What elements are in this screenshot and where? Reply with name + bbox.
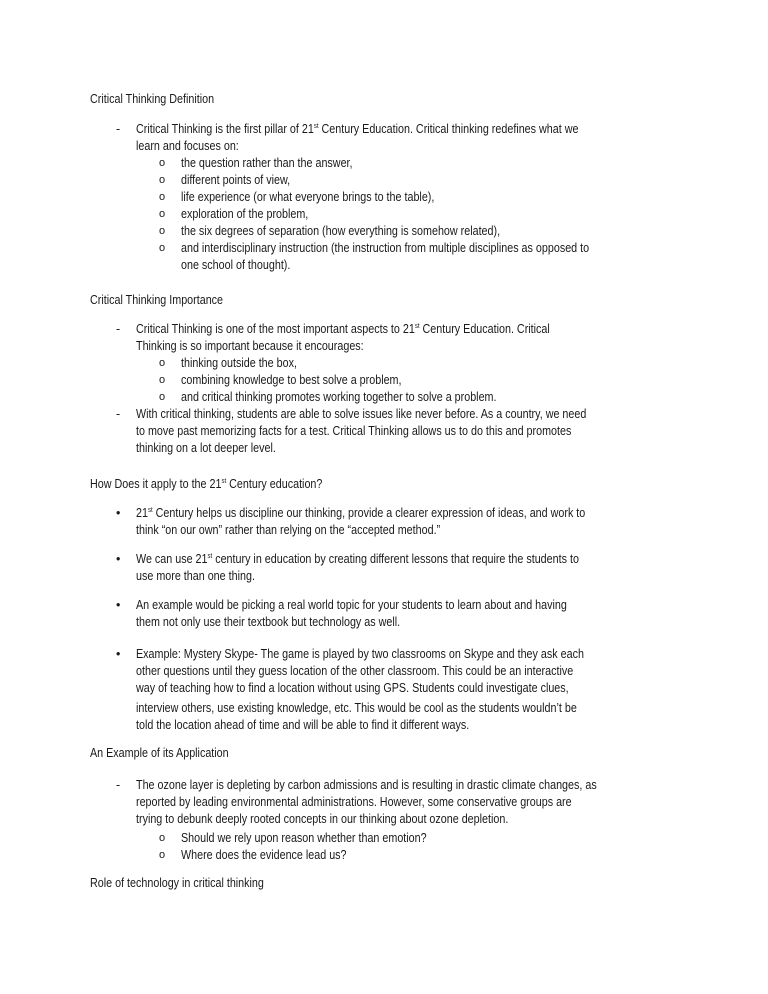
list-item-line: reported by leading environmental administrations. However, some conservative groups are: [136, 795, 572, 809]
list-marker: •: [116, 598, 121, 612]
sub-list-marker: o: [159, 391, 166, 403]
list-item-line: [136, 121, 578, 137]
list-marker: -: [116, 122, 121, 136]
list-item-line: Thinking is so important because it encourages:: [136, 339, 364, 353]
sub-list-marker: o: [159, 191, 166, 203]
sub-list-item-line: the six degrees of separation (how everything is somehow related),: [181, 224, 501, 238]
sub-list-marker: o: [159, 208, 166, 220]
text-segment: Century helps us discipline our thinking, provide a clearer expression of ideas, and work to: [152, 506, 586, 520]
list-item-line: learn and focuses on:: [136, 139, 239, 153]
sub-list-marker: o: [159, 832, 166, 844]
list-item-line: [136, 321, 550, 337]
section-heading: Critical Thinking Definition: [90, 92, 215, 106]
sub-list-item-line: thinking outside the box,: [181, 356, 297, 370]
section-heading: Role of technology in critical thinking: [90, 876, 264, 890]
sub-list-item-line: combining knowledge to best solve a problem,: [181, 373, 402, 387]
sub-list-item-line: the question rather than the answer,: [181, 156, 353, 170]
text-segment: Critical Thinking is the first pillar of 21: [136, 122, 314, 136]
list-marker: -: [116, 322, 121, 336]
sub-list-item-line: and critical thinking promotes working together to solve a problem.: [181, 390, 497, 404]
list-item-line: The ozone layer is depleting by carbon admissions and is resulting in drastic climate changes, as: [136, 778, 597, 792]
sub-list-marker: o: [159, 242, 166, 254]
list-item-line: thinking on a lot deeper level.: [136, 441, 276, 455]
list-item-line: Example: Mystery Skype- The game is played by two classrooms on Skype and they ask each: [136, 647, 584, 661]
section-heading: Critical Thinking Importance: [90, 293, 224, 307]
list-item-line: interview others, use existing knowledge, etc. This would be cool as the students wouldn’t be: [136, 701, 577, 715]
list-marker: -: [116, 407, 121, 421]
list-marker: -: [116, 778, 121, 792]
list-item-line: way of teaching how to find a location without using GPS. Students could investigate clues,: [136, 681, 569, 695]
sub-list-item-line: Where does the evidence lead us?: [181, 848, 347, 862]
sub-list-item-line: exploration of the problem,: [181, 207, 309, 221]
text-segment: We can use 21: [136, 552, 208, 566]
sub-list-marker: o: [159, 374, 166, 386]
text-segment: Century Education. Critical thinking redefines what we: [318, 122, 579, 136]
list-item-line: think “on our own” rather than relying on the “accepted method.”: [136, 523, 441, 537]
text-segment: 21: [136, 506, 148, 520]
text-segment: Century education?: [226, 477, 323, 491]
superscript: st: [207, 553, 213, 560]
list-marker: •: [116, 552, 121, 566]
sub-list-marker: o: [159, 849, 166, 861]
list-item-line: to move past memorizing facts for a test. Critical Thinking allows us to do this and promotes: [136, 424, 572, 438]
superscript: st: [414, 323, 420, 330]
sub-list-item-line: life experience (or what everyone brings to the table),: [181, 190, 435, 204]
superscript: st: [313, 123, 319, 130]
list-item-line: [136, 505, 585, 521]
sub-list-marker: o: [159, 225, 166, 237]
text-segment: Critical Thinking is one of the most important aspects to 21: [136, 322, 415, 336]
sub-list-item-line: one school of thought).: [181, 258, 291, 272]
section-heading: An Example of its Application: [90, 746, 229, 760]
sub-list-marker: o: [159, 157, 166, 169]
list-item-line: other questions until they guess location of the other classroom. This could be an interactive: [136, 664, 574, 678]
sub-list-marker: o: [159, 174, 166, 186]
list-item-line: them not only use their textbook but technology as well.: [136, 615, 401, 629]
sub-list-item-line: and interdisciplinary instruction (the instruction from multiple disciplines as opposed to: [181, 241, 590, 255]
list-item-line: trying to debunk deeply rooted concepts in our thinking about ozone depletion.: [136, 812, 509, 826]
list-item-line: [136, 551, 579, 567]
list-marker: •: [116, 506, 121, 520]
sub-list-marker: o: [159, 357, 166, 369]
list-item-line: use more than one thing.: [136, 569, 255, 583]
list-marker: •: [116, 647, 121, 661]
text-segment: century in education by creating different lessons that require the students to: [212, 552, 579, 566]
text-segment: How Does it apply to the 21: [90, 477, 222, 491]
superscript: st: [147, 507, 153, 514]
sub-list-item-line: different points of view,: [181, 173, 291, 187]
list-item-line: With critical thinking, students are able to solve issues like never before. As a country, we need: [136, 407, 587, 421]
superscript: st: [221, 478, 227, 485]
section-heading: [90, 476, 322, 492]
text-segment: Century Education. Critical: [419, 322, 550, 336]
sub-list-item-line: Should we rely upon reason whether than emotion?: [181, 831, 427, 845]
list-item-line: An example would be picking a real world topic for your students to learn about and having: [136, 598, 567, 612]
list-item-line: told the location ahead of time and will be able to find it different ways.: [136, 718, 470, 732]
